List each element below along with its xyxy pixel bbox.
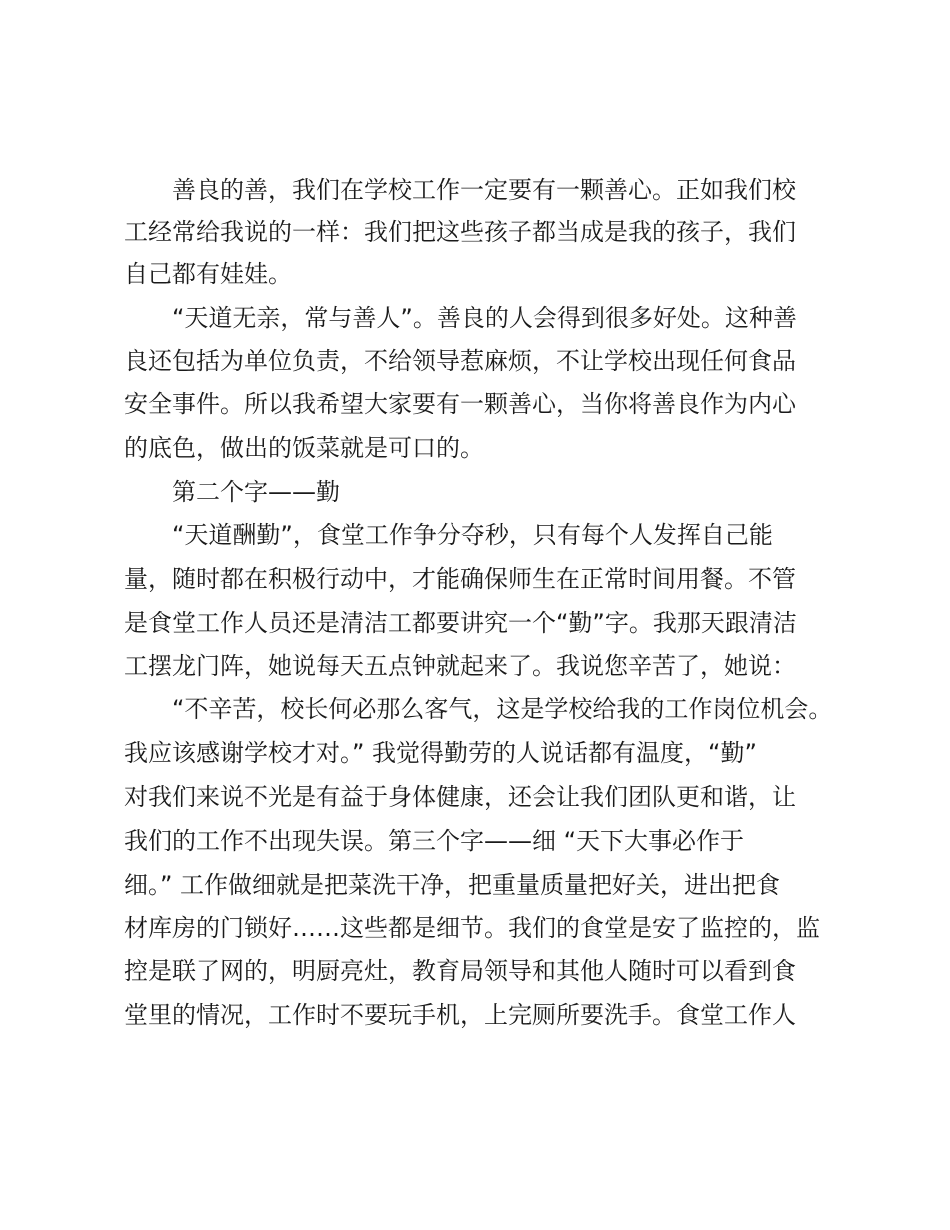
text-line: 安全事件。所以我希望大家要有一颗善心，当你将善良作为内心 bbox=[124, 390, 796, 418]
text-line: 量，随时都在积极行动中，才能确保师生在正常时间用餐。不管 bbox=[124, 565, 796, 593]
section-heading: 第二个字——勤 bbox=[172, 478, 340, 506]
text-line: 我们的工作不出现失误。第三个字——细 “天下大事必作于 bbox=[124, 827, 745, 855]
text-line: 善良的善，我们在学校工作一定要有一颗善心。正如我们校 bbox=[172, 176, 796, 204]
text-line: 工经常给我说的一样：我们把这些孩子都当成是我的孩子，我们 bbox=[124, 218, 796, 246]
text-line: “不辛苦，校长何必那么客气，这是学校给我的工作岗位机会。 bbox=[172, 695, 833, 723]
text-line: 良还包括为单位负责，不给领导惹麻烦，不让学校出现任何食品 bbox=[124, 347, 796, 375]
text-line: 堂里的情况，工作时不要玩手机，上完厕所要洗手。食堂工作人 bbox=[124, 1001, 796, 1029]
text-line: 材库房的门锁好……这些都是细节。我们的食堂是安了监控的，监 bbox=[124, 914, 820, 942]
text-line: “天道酬勤”，食堂工作争分夺秒，只有每个人发挥自己能 bbox=[172, 521, 773, 549]
text-line: 是食堂工作人员还是清洁工都要讲究一个“勤”字。我那天跟清洁 bbox=[124, 609, 797, 637]
text-line: “天道无亲，常与善人”。善良的人会得到很多好处。这种善 bbox=[172, 304, 797, 332]
text-line: 工摆龙门阵，她说每天五点钟就起来了。我说您辛苦了，她说： bbox=[124, 652, 796, 680]
text-line: 自己都有娃娃。 bbox=[124, 260, 292, 288]
text-line: 的底色，做出的饭菜就是可口的。 bbox=[124, 434, 484, 462]
text-line: 细。” 工作做细就是把菜洗干净，把重量质量把好关，进出把食 bbox=[124, 871, 781, 899]
text-line: 我应该感谢学校才对。” 我觉得勤劳的人说话都有温度，“勤” bbox=[124, 739, 757, 767]
text-line: 控是联了网的，明厨亮灶，教育局领导和其他人随时可以看到食 bbox=[124, 957, 796, 985]
text-line: 对我们来说不光是有益于身体健康，还会让我们团队更和谐，让 bbox=[124, 783, 796, 811]
